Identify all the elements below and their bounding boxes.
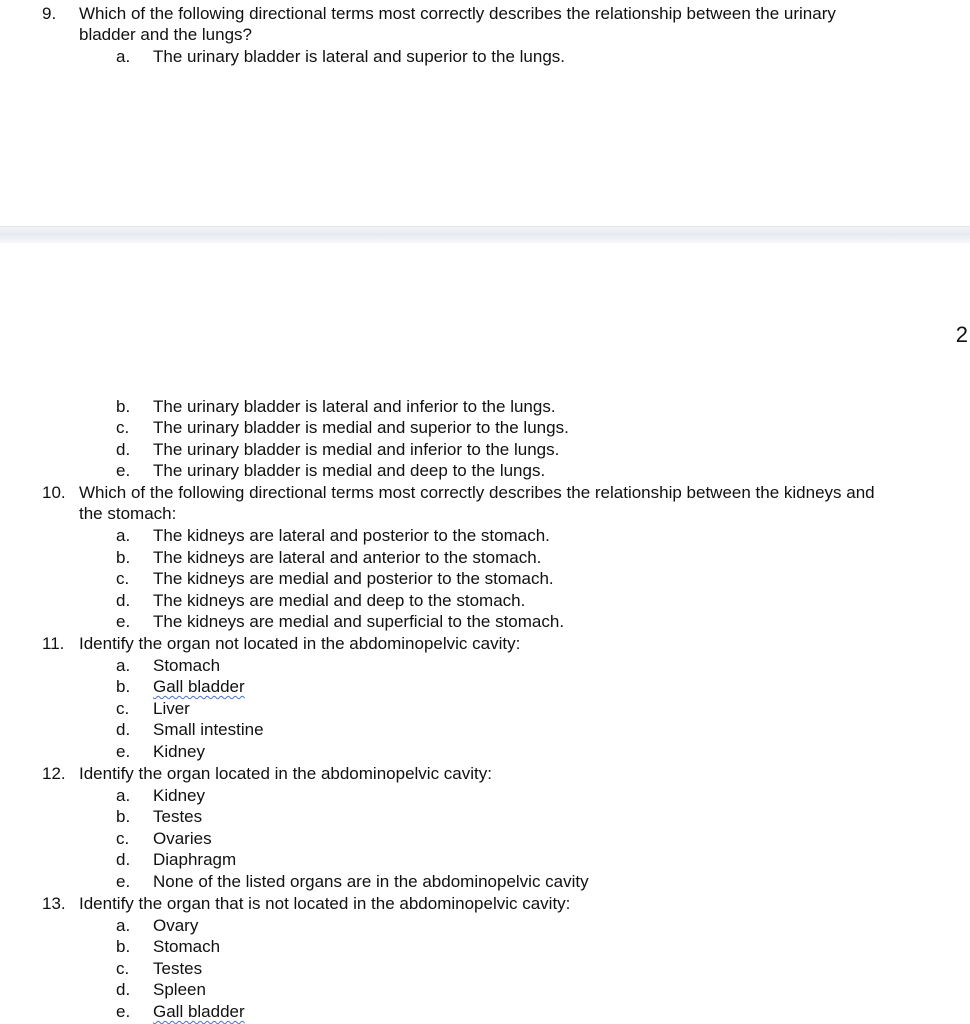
question-stem-line: Identify the organ located in the abdominopelvic cavity: [79, 764, 492, 783]
option-text: The kidneys are lateral and posterior to the stomach. [153, 526, 550, 545]
option-letter: a. [116, 656, 131, 675]
option-text: The urinary bladder is medial and inferior to the lungs. [153, 440, 560, 459]
option-letter: b. [116, 548, 131, 567]
question-stem-line: Which of the following directional terms most correctly describes the relationship between the urinary [79, 4, 836, 23]
option-letter: c. [116, 829, 130, 848]
option-letter: a. [116, 47, 131, 66]
option-letter: d. [116, 850, 131, 869]
question-stem-line: bladder and the lungs? [79, 25, 252, 44]
option-text: The kidneys are medial and deep to the stomach. [153, 591, 526, 610]
option-text: The urinary bladder is lateral and superior to the lungs. [153, 47, 566, 66]
option-text: Ovaries [153, 829, 212, 848]
question-stem-line: the stomach: [79, 504, 177, 523]
option-text: Diaphragm [153, 850, 237, 869]
option-letter: b. [116, 807, 131, 826]
option-letter: c. [116, 418, 130, 437]
question-number: 12. [42, 764, 66, 783]
question-stem-line: Identify the organ not located in the abdominopelvic cavity: [79, 634, 521, 653]
option-text: The kidneys are medial and superficial to the stomach. [153, 612, 565, 631]
page-break-divider [0, 226, 970, 243]
option-text: The urinary bladder is medial and deep to the lungs. [153, 461, 546, 480]
question-number: 11. [42, 634, 65, 653]
option-letter: e. [116, 461, 131, 480]
option-letter: d. [116, 720, 131, 739]
option-text: The kidneys are lateral and anterior to the stomach. [153, 548, 542, 567]
option-letter: b. [116, 937, 131, 956]
question-stem-line: Which of the following directional terms most correctly describes the relationship between the kidneys and [79, 483, 875, 502]
option-text: Gall bladder [153, 677, 245, 696]
option-text: Liver [153, 699, 190, 718]
option-text: Stomach [153, 656, 221, 675]
option-text: Stomach [153, 937, 221, 956]
option-text: Kidney [153, 742, 205, 761]
option-letter: a. [116, 526, 131, 545]
option-text: The urinary bladder is medial and superior to the lungs. [153, 418, 569, 437]
option-text: Gall bladder [153, 1002, 245, 1021]
question-number: 9. [42, 4, 57, 23]
option-letter: e. [116, 742, 131, 761]
option-text: Spleen [153, 980, 206, 999]
option-letter: d. [116, 440, 131, 459]
option-text: The kidneys are medial and posterior to the stomach. [153, 569, 554, 588]
option-text: The urinary bladder is lateral and inferior to the lungs. [153, 397, 556, 416]
question-number: 13. [42, 894, 66, 913]
question-stem-line: Identify the organ that is not located in the abdominopelvic cavity: [79, 894, 571, 913]
option-letter: a. [116, 916, 131, 935]
option-letter: e. [116, 1002, 131, 1021]
option-letter: c. [116, 959, 130, 978]
option-text: Ovary [153, 916, 199, 935]
option-text: None of the listed organs are in the abdominopelvic cavity [153, 872, 589, 891]
option-text: Testes [153, 959, 203, 978]
option-letter: e. [116, 872, 131, 891]
option-letter: d. [116, 980, 131, 999]
option-letter: d. [116, 591, 131, 610]
option-letter: a. [116, 786, 131, 805]
option-letter: c. [116, 569, 130, 588]
page-number: 2 [955, 322, 968, 347]
option-text: Kidney [153, 786, 205, 805]
option-letter: e. [116, 612, 131, 631]
option-letter: b. [116, 397, 131, 416]
question-number: 10. [42, 483, 66, 502]
option-letter: c. [116, 699, 130, 718]
option-text: Testes [153, 807, 203, 826]
option-letter: b. [116, 677, 131, 696]
option-text: Small intestine [153, 720, 264, 739]
